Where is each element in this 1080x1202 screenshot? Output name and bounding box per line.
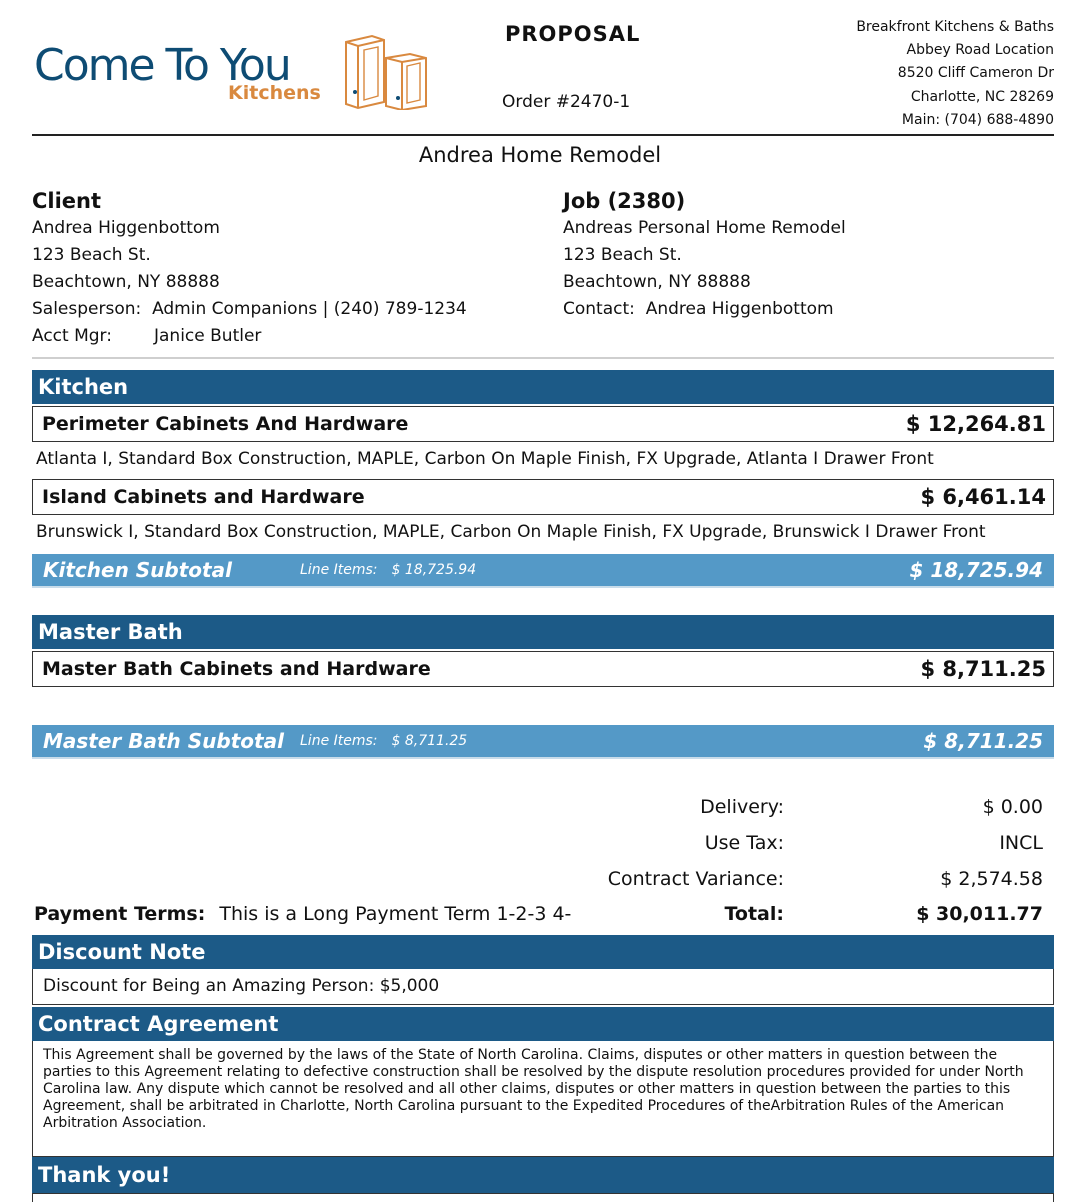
line-item-name: Master Bath Cabinets and Hardware — [42, 658, 431, 680]
line-items-summary — [300, 725, 467, 757]
cabinet-logo-icon — [340, 30, 432, 110]
client-info — [32, 188, 467, 350]
acct-mgr-label: Acct Mgr: — [32, 326, 112, 346]
job-city: Beachtown, NY 88888 — [563, 272, 751, 292]
logo-text: Come To You — [34, 40, 290, 91]
section-header-contract-agreement: Contract Agreement — [32, 1007, 1054, 1041]
section-header-discount-note: Discount Note — [32, 935, 1054, 969]
contract-agreement-text: This Agreement shall be governed by the laws of the State of North Carolina. Claims, disputes or other matters in question between the parties to this Agreement relating to defective construction shall be resolved by the dispute resolution procedures provided for under North Carolina law. Any dispute which cannot be resolved and all other claims, disputes or other matters in question between the parties to this Agreement, shall be arbitrated in Charlotte, North Carolina pursuant to the Expedited Procedures of theArbitration Rules of the American Arbitration Association. — [43, 1047, 1024, 1131]
job-street: 123 Beach St. — [563, 245, 682, 265]
line-item-name: Perimeter Cabinets And Hardware — [42, 413, 409, 435]
company-city: Charlotte, NC 28269 — [910, 88, 1054, 105]
line-item-description: Atlanta I, Standard Box Construction, MAPLE, Carbon On Maple Finish, FX Upgrade, Atlanta I Drawer Front — [36, 449, 934, 469]
line-item-price: $ 8,711.25 — [920, 657, 1046, 681]
section-header-kitchen: Kitchen — [32, 370, 1054, 404]
line-items-value: $ 18,725.94 — [391, 562, 477, 578]
contact-value: Andrea Higgenbottom — [645, 299, 834, 319]
subtotal-label: Master Bath Subtotal — [43, 729, 284, 753]
total-label: Total: — [724, 903, 784, 925]
line-item-master-bath-cabinets — [32, 651, 1054, 687]
subtotal-amount: $ 8,711.25 — [923, 729, 1043, 753]
payment-terms-label: Payment Terms: — [34, 903, 206, 925]
payment-terms — [34, 903, 571, 925]
client-name: Andrea Higgenbottom — [32, 218, 220, 238]
delivery-value: $ 0.00 — [982, 796, 1043, 818]
thank-you-box — [32, 1193, 1054, 1202]
line-item-name: Island Cabinets and Hardware — [42, 486, 365, 508]
contract-agreement-box — [32, 1041, 1054, 1157]
section-header-master-bath: Master Bath — [32, 615, 1054, 649]
line-items-summary — [300, 554, 476, 586]
line-item-price: $ 12,264.81 — [905, 412, 1046, 436]
acct-mgr-value: Janice Butler — [154, 326, 262, 346]
company-phone: Main: (704) 688-4890 — [901, 111, 1054, 128]
discount-note-box — [32, 969, 1054, 1005]
job-heading: Job (2380) — [563, 189, 686, 213]
company-location: Abbey Road Location — [906, 42, 1054, 59]
delivery-label: Delivery: — [700, 796, 784, 818]
page-header — [32, 0, 1054, 136]
line-item-price: $ 6,461.14 — [920, 485, 1046, 509]
company-street: 8520 Cliff Cameron Dr — [897, 65, 1054, 82]
use-tax-value: INCL — [999, 832, 1043, 854]
job-name: Andreas Personal Home Remodel — [563, 218, 846, 238]
company-address — [856, 16, 1054, 132]
line-items-label: Line Items: — [300, 733, 378, 749]
discount-note-text: Discount for Being an Amazing Person: $5,000 — [43, 976, 440, 996]
total-value: $ 30,011.77 — [916, 903, 1043, 925]
use-tax-label: Use Tax: — [704, 832, 784, 854]
company-name: Breakfront Kitchens & Baths — [856, 19, 1054, 35]
line-item-island-cabinets — [32, 479, 1054, 515]
salesperson-row — [32, 296, 467, 323]
contract-variance-value: $ 2,574.58 — [940, 868, 1043, 890]
subtotal-label: Kitchen Subtotal — [43, 558, 232, 582]
payment-terms-value: This is a Long Payment Term 1-2-3 4- — [219, 903, 572, 925]
kitchen-subtotal-bar — [32, 554, 1054, 588]
line-items-value: $ 8,711.25 — [391, 733, 468, 749]
job-info — [563, 188, 846, 323]
project-title: Andrea Home Remodel — [418, 143, 662, 167]
order-number: Order #2470-1 — [502, 92, 631, 112]
contract-variance-label: Contract Variance: — [607, 868, 784, 890]
logo-subtext: Kitchens — [228, 82, 321, 104]
document-title: PROPOSAL — [505, 22, 641, 46]
section-header-thank-you: Thank you! — [32, 1157, 1054, 1193]
line-item-description: Brunswick I, Standard Box Construction, MAPLE, Carbon On Maple Finish, FX Upgrade, Brunswick I Drawer Front — [36, 522, 986, 542]
acct-mgr-row — [32, 323, 467, 350]
contact-label: Contact: — [563, 299, 635, 319]
line-item-perimeter-cabinets — [32, 406, 1054, 442]
master-bath-subtotal-bar — [32, 725, 1054, 759]
client-heading: Client — [32, 189, 102, 213]
contact-row — [563, 296, 846, 323]
divider — [32, 357, 1054, 359]
line-items-label: Line Items: — [300, 562, 378, 578]
subtotal-amount: $ 18,725.94 — [909, 558, 1043, 582]
client-street: 123 Beach St. — [32, 245, 151, 265]
client-city: Beachtown, NY 88888 — [32, 272, 220, 292]
salesperson-value: Admin Companions | (240) 789-1234 — [152, 299, 467, 319]
salesperson-label: Salesperson: — [32, 299, 142, 319]
